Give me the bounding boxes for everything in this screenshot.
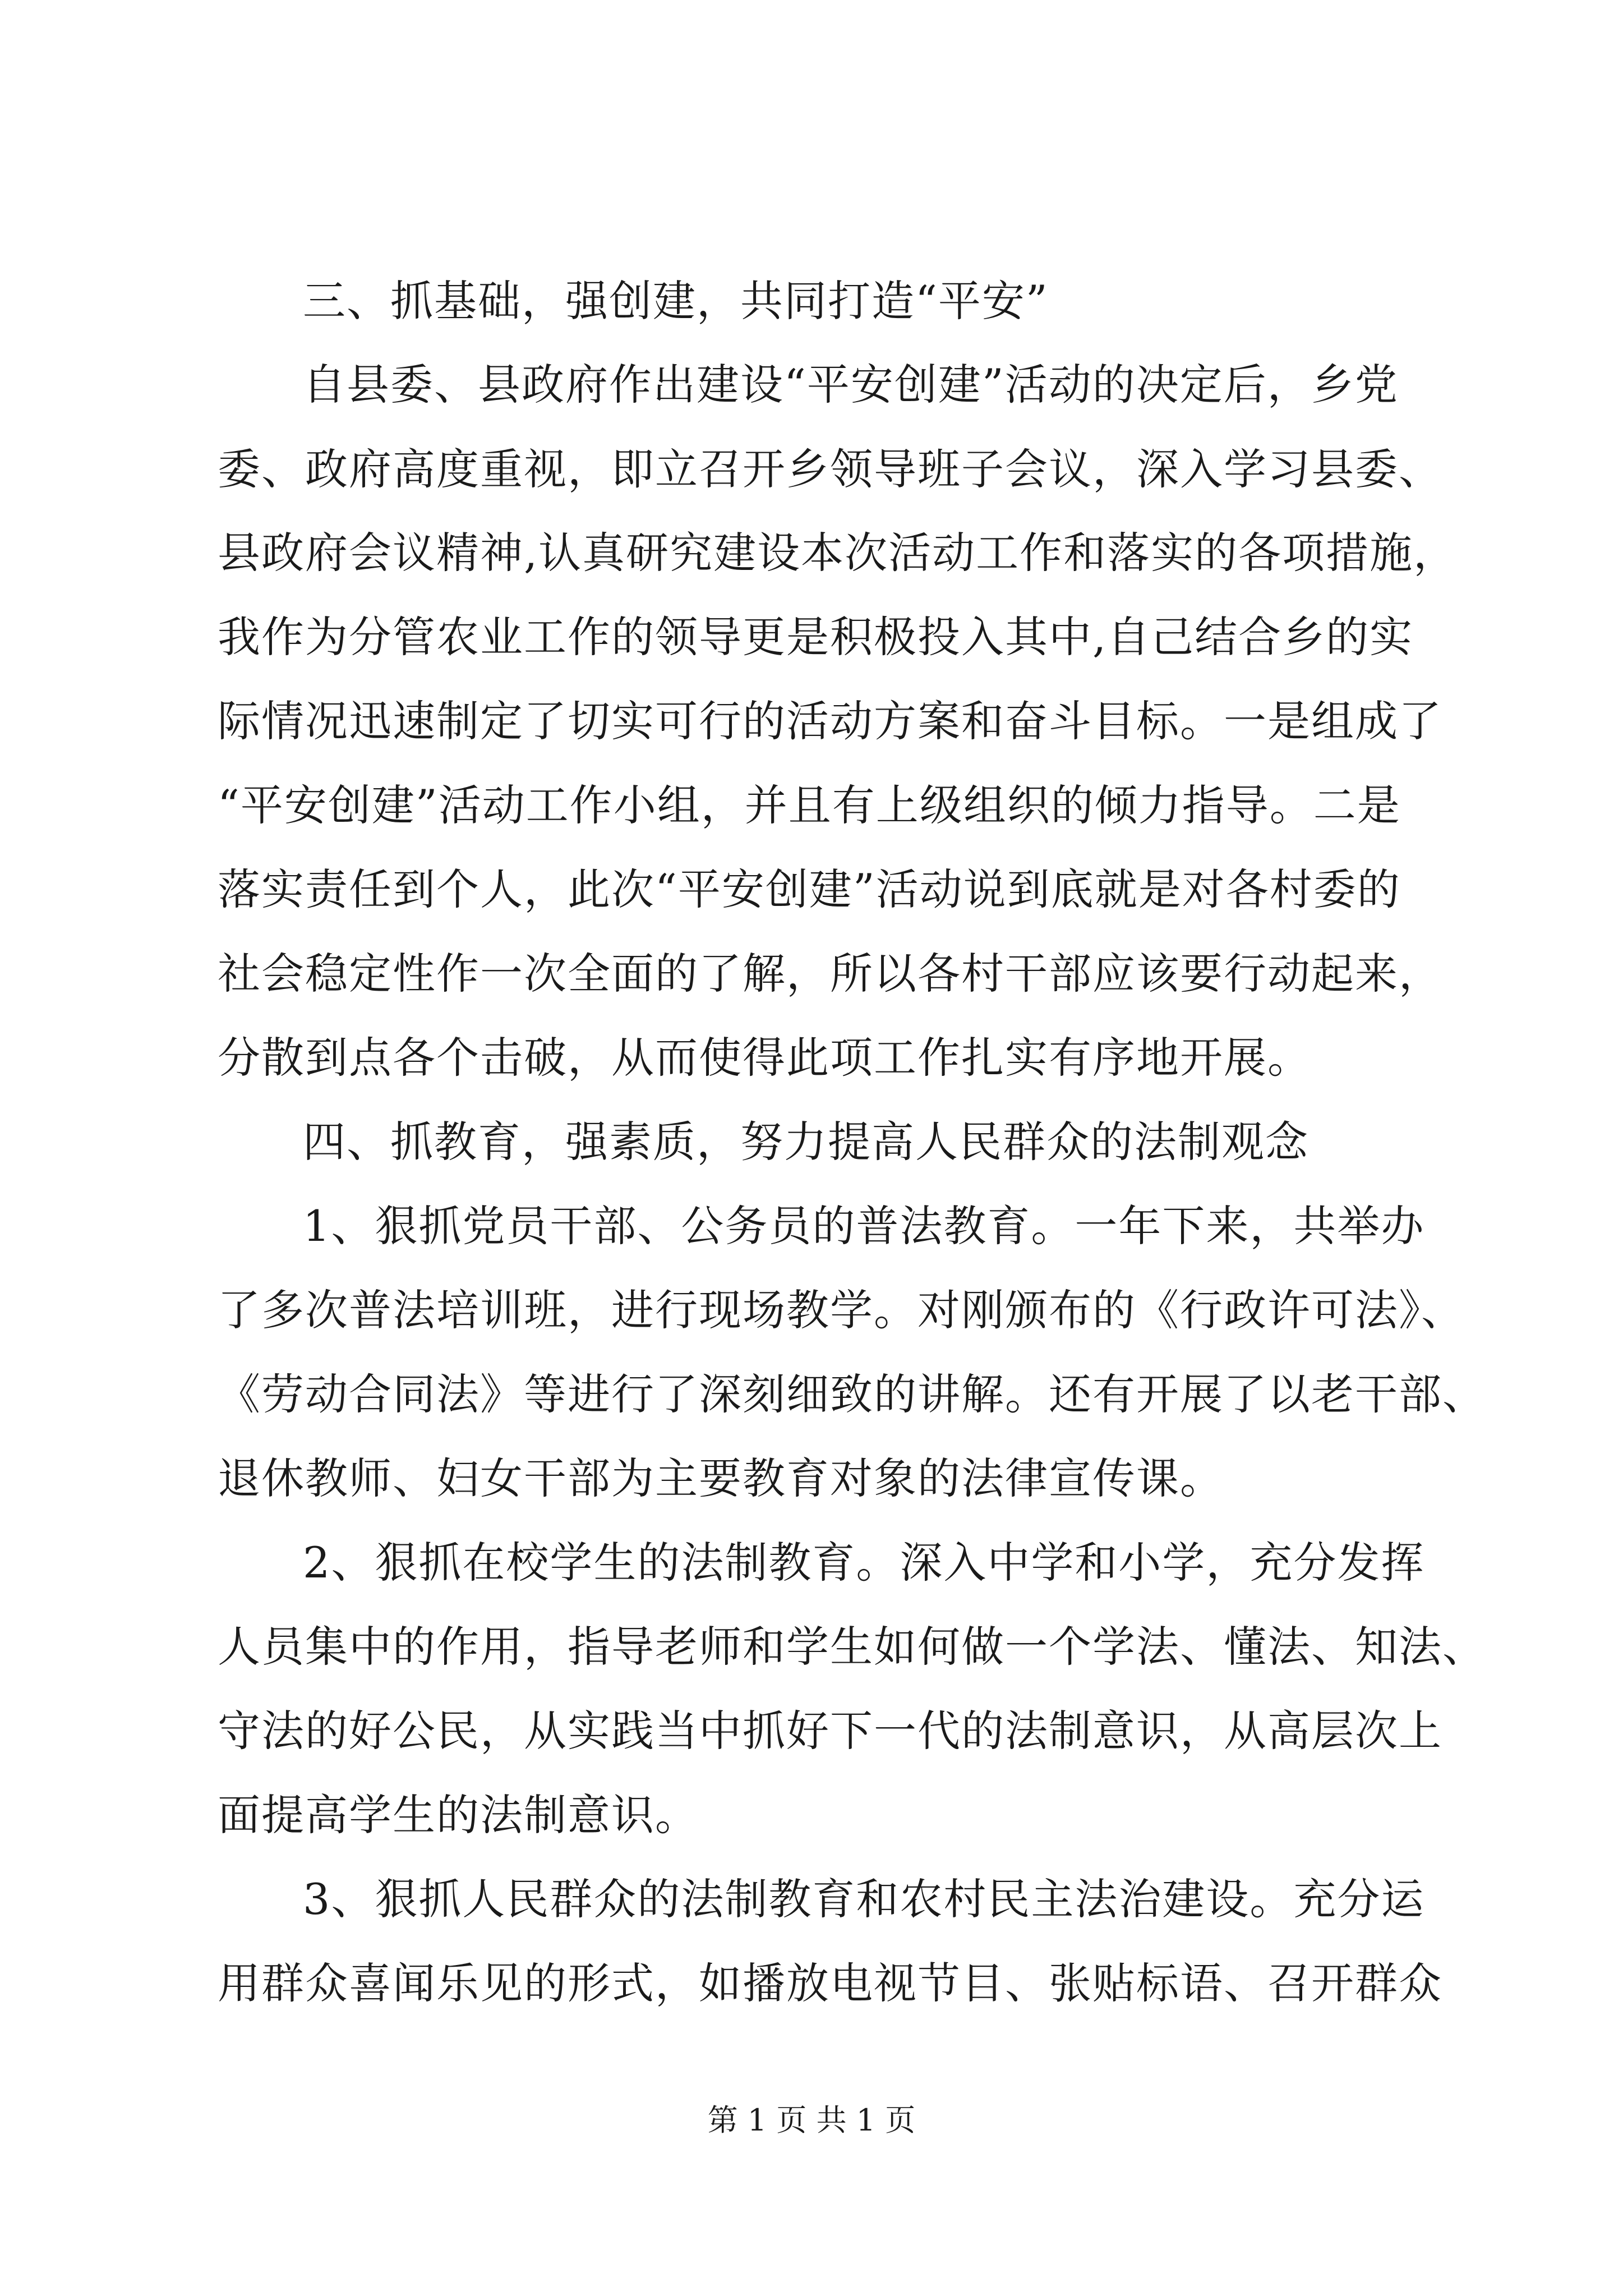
paragraph-line: 分散到点各个击破，从而使得此项工作扎实有序地开展。 [218, 1033, 1311, 1083]
paragraph-line: 用群众喜闻乐见的形式，如播放电视节目、张贴标语、召开群众 [218, 1958, 1442, 2008]
section-heading-4: 四、抓教育，强素质，努力提高人民群众的法制观念 [303, 1117, 1309, 1167]
paragraph-line: 2、狠抓在校学生的法制教育。深入中学和小学，充分发挥 [303, 1538, 1425, 1588]
paragraph-line: 县政府会议精神,认真研究建设本次活动工作和落实的各项措施， [218, 528, 1458, 578]
paragraph-line: 1、狠抓党员干部、公务员的普法教育。一年下来，共举办 [303, 1201, 1425, 1251]
paragraph-line: 守法的好公民，从实践当中抓好下一代的法制意识，从高层次上 [218, 1706, 1442, 1756]
paragraph-line: 人员集中的作用，指导老师和学生如何做一个学法、懂法、知法、 [218, 1622, 1486, 1672]
paragraph-line: 退休教师、妇女干部为主要教育对象的法律宣传课。 [218, 1453, 1224, 1503]
paragraph-line: 委、政府高度重视，即立召开乡领导班子会议，深入学习县委、 [218, 444, 1442, 494]
paragraph-line: 社会稳定性作一次全面的了解，所以各村干部应该要行动起来， [218, 949, 1442, 999]
paragraph-line: 《劳动合同法》等进行了深刻细致的讲解。还有开展了以老干部、 [218, 1369, 1486, 1419]
paragraph-line: 我作为分管农业工作的领导更是积极投入其中,自己结合乡的实 [218, 612, 1414, 662]
paragraph-line: “平安创建”活动工作小组，并且有上级组织的倾力指导。二是 [218, 780, 1401, 830]
paragraph-line: 面提高学生的法制意识。 [218, 1790, 699, 1840]
paragraph-line: 自县委、县政府作出建设“平安创建”活动的决定后，乡党 [303, 360, 1399, 409]
page-number-footer: 第 1 页 共 1 页 [707, 2102, 916, 2138]
paragraph-line: 际情况迅速制定了切实可行的活动方案和奋斗目标。一是组成了 [218, 696, 1442, 746]
section-heading-3: 三、抓基础，强创建，共同打造“平安” [303, 276, 1049, 326]
paragraph-line: 落实责任到个人，此次“平安创建”活动说到底就是对各村委的 [218, 864, 1401, 914]
paragraph-line: 了多次普法培训班，进行现场教学。对刚颁布的《行政许可法》、 [218, 1285, 1465, 1335]
paragraph-line: 3、狠抓人民群众的法制教育和农村民主法治建设。充分运 [303, 1874, 1425, 1924]
